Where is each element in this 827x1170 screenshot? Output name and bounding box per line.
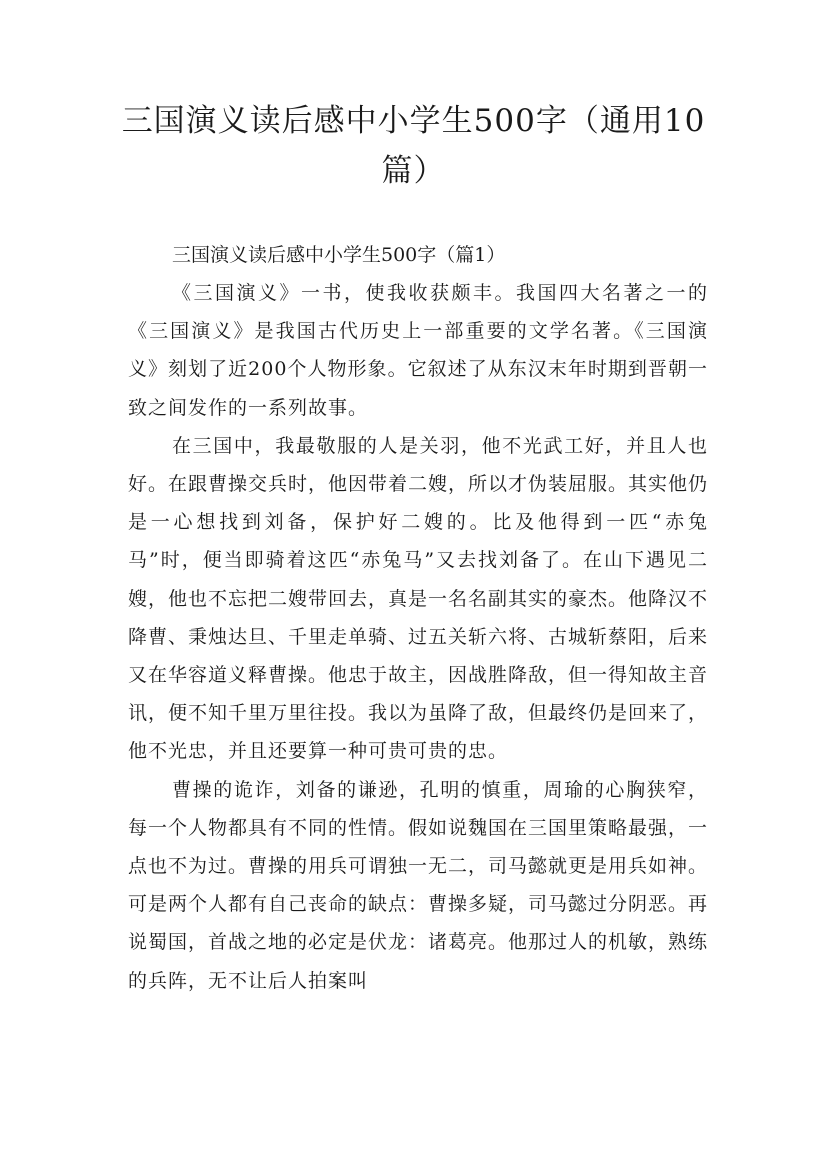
paragraph-3: 曹操的诡诈，刘备的谦逊，孔明的慎重，周瑜的心胸狭窄，每一个人物都具有不同的性情。假如说魏国在三国里策略最强，一点也不为过。曹操的用兵可谓独一无二，司马懿就更是用兵如神。可是两个人都有自己丧命的缺点：曹操多疑，司马懿过分阴恶。再说蜀国，首战之地的必定是伏龙：诸葛亮。他那过人的机敏，熟练的兵阵，无不让后人拍案叫	[128, 778, 709, 992]
paragraph-2: 在三国中，我最敬服的人是关羽，他不光武工好，并且人也好。在跟曹操交兵时，他因带着二嫂，所以才伪装屈服。其实他仍是一心想找到刘备，保护好二嫂的。比及他得到一匹“赤兔马”时，便当即骑着这匹“赤兔马”又去找刘备了。在山下遇见二嫂，他也不忘把二嫂带回去，真是一名名副其实的豪杰。他降汉不降曹、秉烛达旦、千里走单骑、过五关斩六将、古城斩蔡阳，后来又在华容道义释曹操。他忠于故主，因战胜降敌，但一得知故主音讯，便不知千里万里往投。我以为虽降了敌，但最终仍是回来了，他不光忠，并且还要算一种可贵可贵的忠。	[128, 434, 709, 763]
document-body	[128, 236, 708, 1000]
paragraph-1: 《三国演义》一书，使我收获颇丰。我国四大名著之一的《三国演义》是我国古代历史上一部重要的文学名著。《三国演义》刻划了近200个人物形象。它叙述了从东汉末年时期到晋朝一致之间发作的一系列故事。	[128, 282, 708, 419]
section-heading: 三国演义读后感中小学生500字（篇1）	[172, 244, 506, 266]
document-title: 三国演义读后感中小学生500字（通用10篇）	[121, 103, 706, 189]
